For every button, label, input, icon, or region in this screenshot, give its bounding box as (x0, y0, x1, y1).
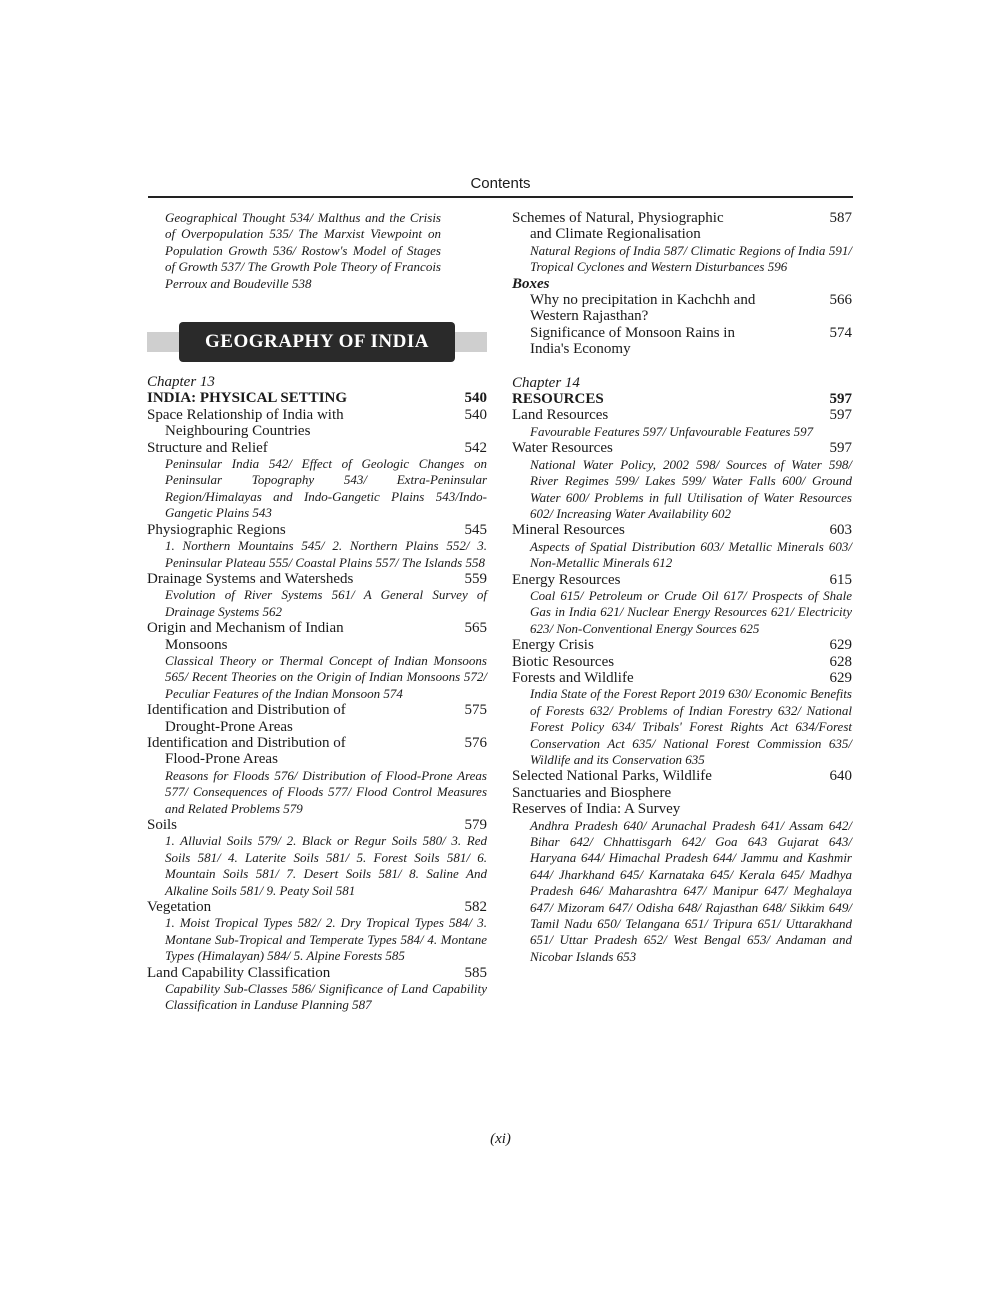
toc-entry[interactable] (512, 210, 852, 276)
entry-page: 628 (829, 653, 852, 670)
box-entry[interactable] (512, 325, 852, 358)
entry-page: 587 (829, 210, 852, 226)
entry-page: 576 (464, 734, 487, 751)
toc-entry[interactable] (147, 620, 487, 702)
entry-page: 597 (829, 407, 852, 424)
entry-description: Evolution of River Systems 561/ A General Survey of Drainage Systems 562 (165, 587, 487, 619)
toc-entry[interactable] (512, 522, 852, 571)
box-title: Significance of Monsoon Rains in (530, 324, 735, 341)
entry-page: 603 (829, 522, 852, 539)
entry-title: Water Resources (512, 440, 613, 457)
left-column (147, 210, 487, 1014)
entry-description: 1. Northern Mountains 545/ 2. Northern Plains 552/ 3. Peninsular Plateau 555/ Coastal Plains 557/ The Islands 558 (165, 538, 487, 570)
entry-title: Schemes of Natural, Physiographic (512, 210, 724, 226)
entry-description: Capability Sub-Classes 586/ Significance of Land Capability Classification in Landuse Planning 587 (165, 981, 487, 1013)
entry-title: Origin and Mechanism of Indian (147, 620, 344, 637)
entry-title: Selected National Parks, Wildlife (512, 768, 712, 785)
box-page: 566 (829, 292, 852, 309)
entry-page: 640 (829, 768, 852, 785)
toc-entry[interactable] (147, 407, 487, 440)
entry-title: Biotic Resources (512, 653, 615, 670)
entry-title-cont: Neighbouring Countries (165, 423, 311, 440)
toc-entry[interactable] (512, 407, 852, 440)
box-page: 574 (829, 324, 852, 341)
entry-page: 545 (464, 521, 487, 538)
header-rule (148, 196, 853, 198)
toc-entry[interactable] (147, 965, 487, 1014)
chapter-label: Chapter 14 (512, 374, 580, 391)
entry-description: Reasons for Floods 576/ Distribution of Flood-Prone Areas 577/ Consequences of Floods 577/ Flood Control Measures and Related Problems 579 (165, 767, 487, 816)
entry-title: Soils (147, 817, 178, 833)
entry-title: Structure and Relief (147, 439, 268, 456)
entry-title: Energy Crisis (512, 637, 594, 654)
entry-page: 559 (464, 570, 487, 587)
chapter-title-row[interactable] (512, 391, 852, 407)
entry-title: Drainage Systems and Watersheds (147, 570, 354, 587)
entry-page: 585 (464, 964, 487, 981)
toc-entry[interactable] (147, 440, 487, 522)
box-title: Why no precipitation in Kachchh and (530, 292, 756, 309)
entry-page: 629 (829, 669, 852, 686)
box-title-cont: Western Rajasthan? (530, 308, 649, 325)
toc-entry[interactable] (512, 637, 852, 653)
chapter-page: 540 (464, 390, 487, 407)
entry-title-cont: Monsoons (165, 636, 228, 653)
entry-page: 629 (829, 637, 852, 654)
entry-description: Classical Theory or Thermal Concept of Indian Monsoons 565/ Recent Theories on the Origin of Indian Monsoons 572/ Peculiar Features of the Indian Monsoon 574 (165, 652, 487, 701)
entry-page: 615 (829, 571, 852, 588)
chapter-label: Chapter 13 (147, 374, 215, 391)
toc-entry[interactable] (147, 817, 487, 899)
banner-label: GEOGRAPHY OF INDIA (179, 322, 455, 362)
entry-page: 565 (464, 620, 487, 637)
chapter-title: INDIA: PHYSICAL SETTING (147, 390, 348, 407)
entry-page: 579 (464, 817, 487, 833)
entry-description: 1. Alluvial Soils 579/ 2. Black or Regur Soils 580/ 3. Red Soils 581/ 4. Laterite Soils 581/ 5. Forest Soils 581/ 6. Mountain Soils 581/ 7. Desert Soils 581/ 8. Saline And Alkaline Soils 581/ 9. Peaty Soil 581 (165, 833, 487, 898)
toc-entry[interactable] (147, 571, 487, 620)
entry-description: Coal 615/ Petroleum or Crude Oil 617/ Prospects of Shale Gas in India 621/ Nuclear Energy Resources 621/ Electricity 623/ Non-Conventional Energy Sources 625 (530, 587, 852, 636)
toc-entry[interactable] (147, 899, 487, 965)
chapter-title: RESOURCES (512, 391, 604, 408)
box-entry[interactable] (512, 292, 852, 325)
entry-title: Physiographic Regions (147, 521, 286, 538)
entry-title-cont: and Climate Regionalisation (530, 226, 701, 243)
toc-entry[interactable] (512, 670, 852, 768)
entry-description: 1. Moist Tropical Types 582/ 2. Dry Tropical Types 584/ 3. Montane Sub-Tropical and Temperate Types 584/ 4. Montane Types (Himalayan) 584/ 5. Alpine Forests 585 (165, 915, 487, 964)
entry-title: Forests and Wildlife (512, 669, 634, 686)
toc-entry[interactable] (512, 654, 852, 670)
entry-title: Identification and Distribution of (147, 734, 346, 751)
entry-title: Identification and Distribution of (147, 702, 346, 719)
toc-entry[interactable] (147, 522, 487, 571)
toc-entry[interactable] (512, 572, 852, 638)
entry-title: Vegetation (147, 899, 212, 916)
entry-title: Energy Resources (512, 571, 621, 588)
entry-page: 582 (464, 899, 487, 916)
entry-description: Peninsular India 542/ Effect of Geologic Changes on Peninsular Topography 543/ Extra-Peninsular Region/Himalayas and Indo-Gangetic Plains 543/Indo-Gangetic Plains 543 (165, 456, 487, 521)
toc-entry[interactable] (147, 702, 487, 735)
right-column (512, 210, 852, 965)
entry-title-cont: Drought-Prone Areas (165, 718, 293, 735)
entry-title-cont: Reserves of India: A Survey (512, 801, 681, 818)
entry-title: Land Capability Classification (147, 964, 331, 981)
toc-entry[interactable] (512, 440, 852, 522)
entry-description: National Water Policy, 2002 598/ Sources of Water 598/ River Regimes 599/ Lakes 599/ Water Falls 600/ Ground Water 600/ Problems in full Utilisation of Water Resources 602/ Increasing Water Availability 602 (530, 456, 852, 521)
entry-title-cont: Sanctuaries and Biosphere (512, 784, 672, 801)
entry-title: Land Resources (512, 407, 609, 424)
entry-title: Mineral Resources (512, 522, 625, 539)
entry-description: Favourable Features 597/ Unfavourable Features 597 (530, 423, 814, 439)
toc-entry[interactable] (147, 735, 487, 817)
box-title-cont: India's Economy (530, 341, 631, 358)
entry-description: Natural Regions of India 587/ Climatic Regions of India 591/ Tropical Cyclones and Western Disturbances 596 (530, 242, 852, 275)
entry-page: 542 (464, 439, 487, 456)
entry-page: 540 (464, 406, 487, 423)
page-number: (xi) (490, 1131, 511, 1147)
entry-description: Andhra Pradesh 640/ Arunachal Pradesh 641/ Assam 642/ Bihar 642/ Chhattisgarh 642/ Goa 643 Gujarat 643/ Haryana 644/ Himachal Pradesh 644/ Jammu and Kashmir 644/ Jharkhand 645/ Karnataka 645/ Kerala 645/ Madhya Pradesh 646/ Maharashtra 647/ Manipur 647/ Meghalaya 647/ Mizoram 647/ Odisha 648/ Rajasthan 648/ Sikkim 649/ Tamil Nadu 650/ Telangana 651/ Tripura 651/ Uttarakhand 651/ Uttar Pradesh 652/ West Bengal 653/ Andaman and Nicobar Islands 653 (530, 817, 852, 964)
entry-description: Aspects of Spatial Distribution 603/ Metallic Minerals 603/ Non-Metallic Minerals 612 (530, 538, 852, 571)
entry-description: India State of the Forest Report 2019 630/ Economic Benefits of Forests 632/ Problems of Indian Forestry 632/ National Forest Policy 634/ Tribals' Forest Rights Act 634/Forest Conservation Act 635/ National Forest Commission 635/ Wildlife and its Conservation 635 (530, 686, 852, 767)
entry-page: 575 (464, 702, 487, 719)
entry-title: Space Relationship of India with (147, 406, 344, 423)
toc-entry[interactable] (512, 768, 852, 965)
chapter-page: 597 (829, 391, 852, 408)
page-header: Contents (470, 175, 531, 192)
boxes-label: Boxes (512, 275, 550, 292)
intro-description: Geographical Thought 534/ Malthus and the Crisis of Overpopulation 535/ The Marxist Viewpoint on Population Growth 536/ Rostow's Model of Stages of Growth 537/ The Growth Pole Theory of Francois Perroux and Boudeville 538 (165, 210, 441, 291)
chapter-title-row[interactable] (147, 390, 487, 406)
entry-page: 597 (829, 440, 852, 457)
section-banner (147, 322, 487, 362)
entry-title-cont: Flood-Prone Areas (165, 751, 278, 768)
